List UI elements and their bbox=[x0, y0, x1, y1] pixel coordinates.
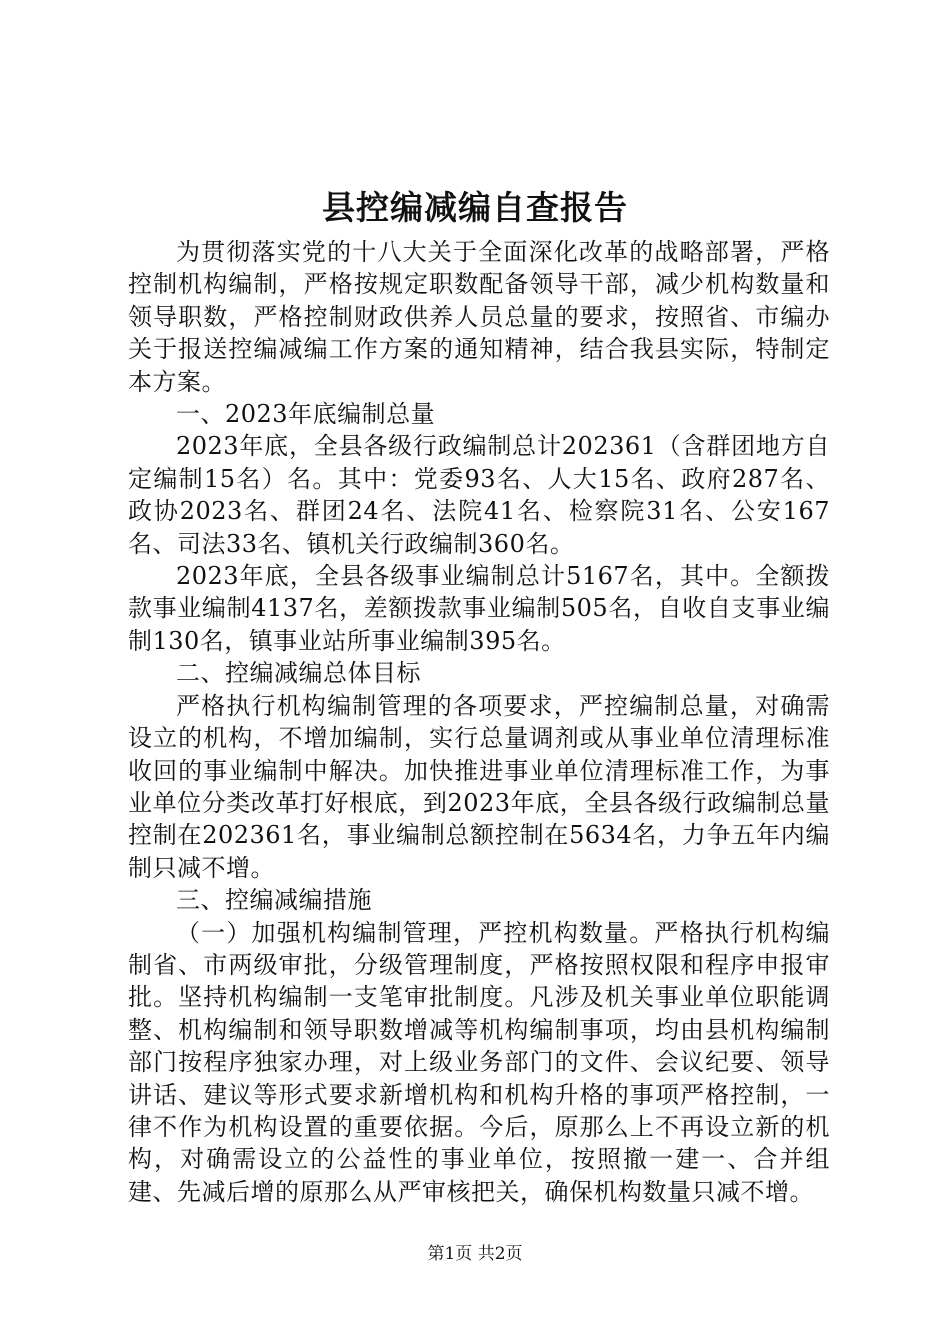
section-heading-2: 二、控编减编总体目标 bbox=[176, 659, 421, 688]
document-title: 县控编减编自查报告 bbox=[322, 188, 628, 227]
admin-staffing-paragraph: 2023年底，全县各级行政编制总计202361（含群团地方自定编制15名）名。其中：党委93名、人大15名、政府287名、政协2023名、群团24名、法院41名、检察院31名、公安167名、司法33名、镇机关行政编制360名。 bbox=[128, 432, 830, 558]
page-footer: 第1页 共2页 bbox=[427, 1244, 523, 1264]
section-heading-3: 三、控编减编措施 bbox=[176, 886, 372, 915]
measures-paragraph-1: （一）加强机构编制管理，严控机构数量。严格执行机构编制省、市两级审批，分级管理制度，严格按照权限和程序申报审批。坚持机构编制一支笔审批制度。凡涉及机关事业单位职能调整、机构编制和领导职数增减等机构编制事项，均由县机构编制部门按程序独家办理，对上级业务部门的文件、会议纪要、领导讲话、建议等形式要求新增机构和机构升格的事项严格控制，一律不作为机构设置的重要依据。今后，原那么上不再设立新的机构，对确需设立的公益性的事业单位，按照撤一建一、合并组建、先减后增的原那么从严审核把关，确保机构数量只减不增。 bbox=[128, 918, 830, 1206]
goals-paragraph: 严格执行机构编制管理的各项要求，严控编制总量，对确需设立的机构，不增加编制，实行总量调剂或从事业单位清理标准收回的事业编制中解决。加快推进事业单位清理标准工作，为事业单位分类改革打好根底，到2023年底，全县各级行政编制总量控制在202361名，事业编制总额控制在5634名，力争五年内编制只减不增。 bbox=[128, 691, 830, 882]
institution-staffing-paragraph: 2023年底，全县各级事业编制总计5167名，其中。全额拨款事业编制4137名，差额拨款事业编制505名，自收自支事业编制130名，镇事业站所事业编制395名。 bbox=[128, 562, 830, 655]
intro-paragraph: 为贯彻落实党的十八大关于全面深化改革的战略部署，严格控制机构编制，严格按规定职数配备领导干部，减少机构数量和领导职数，严格控制财政供养人员总量的要求，按照省、市编办关于报送控编减编工作方案的通知精神，结合我县实际，特制定本方案。 bbox=[128, 238, 830, 396]
document-body bbox=[128, 236, 830, 1208]
section-heading-1: 一、2023年底编制总量 bbox=[176, 400, 436, 429]
